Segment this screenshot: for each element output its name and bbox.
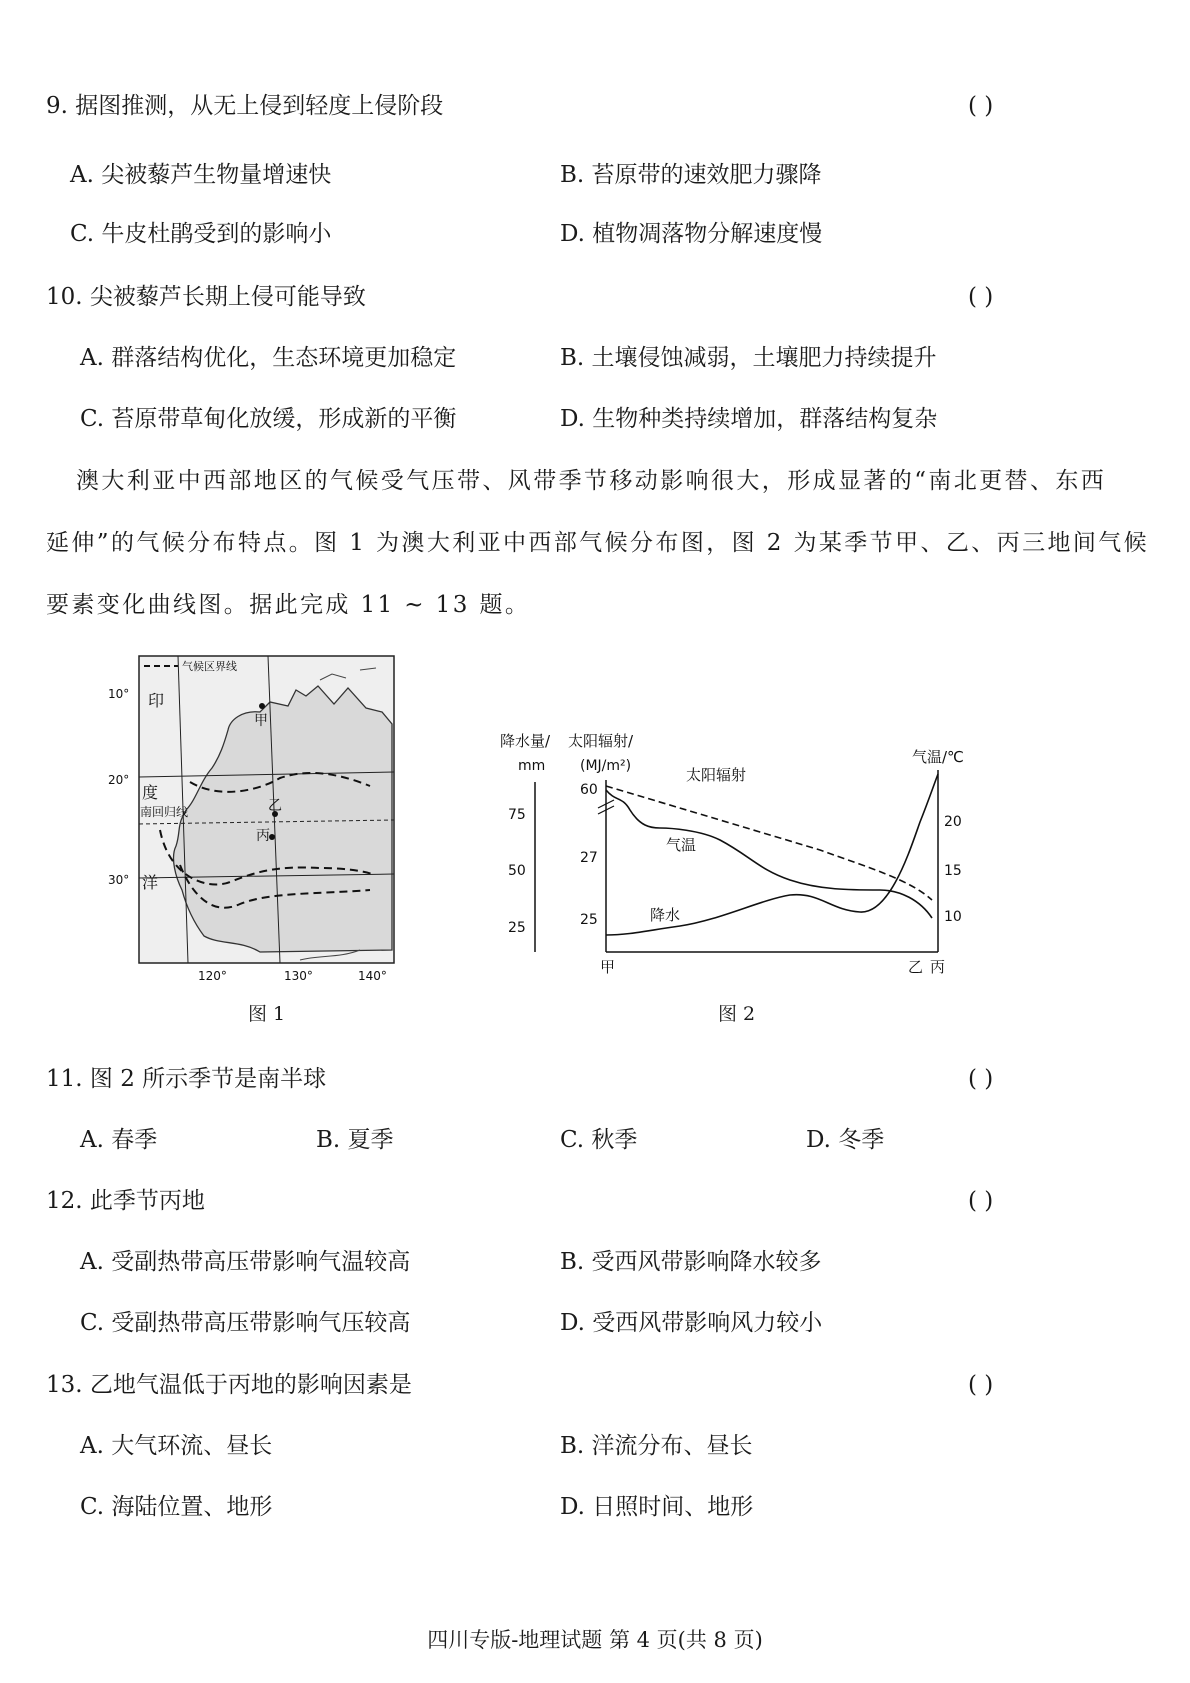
ocean-char-yang: 洋 — [142, 873, 159, 892]
lat-label-10: 10° — [108, 687, 130, 701]
place-label-bing: 丙 — [256, 828, 270, 844]
right-tick-10: 10 — [944, 909, 962, 925]
q11-stem: 11. 图 2 所示季节是南半球 — [46, 1066, 327, 1092]
q9-answer-bracket[interactable]: ( ) — [968, 93, 994, 119]
q10-option-b[interactable]: B. 土壤侵蚀减弱，土壤肥力持续提升 — [560, 345, 937, 371]
q11-option-b[interactable]: B. 夏季 — [316, 1127, 394, 1153]
q12-option-d[interactable]: D. 受西风带影响风力较小 — [560, 1310, 823, 1336]
q12-option-c[interactable]: C. 受副热带高压带影响气压较高 — [80, 1310, 411, 1336]
q10-option-c[interactable]: C. 苔原带草甸化放缓，形成新的平衡 — [80, 406, 457, 432]
right-axis-title: 气温/℃ — [912, 748, 964, 766]
q13-option-d[interactable]: D. 日照时间、地形 — [560, 1494, 754, 1520]
lat-label-30: 30° — [108, 873, 130, 887]
passage-line-1: 澳大利亚中西部地区的气候受气压带、风带季节移动影响很大，形成显著的“南北更替、东西 — [76, 468, 1107, 494]
q13-option-a[interactable]: A. 大气环流、昼长 — [80, 1433, 273, 1459]
right-tick-15: 15 — [944, 863, 962, 879]
q13-option-c[interactable]: C. 海陆位置、地形 — [80, 1494, 273, 1520]
passage-line-3: 要素变化曲线图。据此完成 11 ~ 13 题。 — [46, 592, 531, 618]
figure-2-chart — [500, 730, 980, 980]
left-tick-50: 50 — [508, 863, 526, 879]
right-tick-20: 20 — [944, 814, 962, 830]
left-tick-25: 25 — [508, 920, 526, 936]
fig1-legend-text: 气候区界线 — [182, 660, 237, 673]
lat-label-20: 20° — [108, 773, 130, 787]
q10-stem: 10. 尖被藜芦长期上侵可能导致 — [46, 284, 366, 310]
mid-tick-27: 27 — [580, 850, 598, 866]
q13-answer-bracket[interactable]: ( ) — [968, 1372, 994, 1398]
left-tick-75: 75 — [508, 807, 526, 823]
place-marker-jia — [259, 703, 265, 709]
passage-line-2: 延伸”的气候分布特点。图 1 为澳大利亚中西部气候分布图，图 2 为某季节甲、乙、丙三地间气候 — [46, 530, 1150, 556]
x-label-yi: 乙 — [908, 958, 924, 976]
mid-tick-25: 25 — [580, 912, 598, 928]
q9-stem: 9. 据图推测，从无上侵到轻度上侵阶段 — [46, 93, 444, 119]
mid-axis-unit: (MJ/m²) — [580, 758, 632, 774]
series-radiation-line — [606, 786, 932, 900]
place-label-jia: 甲 — [254, 713, 268, 729]
left-axis-unit: mm — [518, 758, 546, 774]
lon-label-130: 130° — [284, 969, 313, 983]
q10-option-a[interactable]: A. 群落结构优化，生态环境更加稳定 — [80, 345, 457, 371]
q9-option-d[interactable]: D. 植物凋落物分解速度慢 — [560, 221, 823, 247]
figure-1-map — [108, 650, 400, 990]
q11-answer-bracket[interactable]: ( ) — [968, 1066, 994, 1092]
ocean-char-du: 度 — [142, 783, 159, 802]
q12-answer-bracket[interactable]: ( ) — [968, 1188, 994, 1214]
q12-option-a[interactable]: A. 受副热带高压带影响气温较高 — [80, 1249, 411, 1275]
q9-option-c[interactable]: C. 牛皮杜鹃受到的影响小 — [70, 221, 332, 247]
q10-option-d[interactable]: D. 生物种类持续增加，群落结构复杂 — [560, 406, 938, 432]
mid-axis-title: 太阳辐射/ — [568, 732, 634, 750]
lon-label-140: 140° — [358, 969, 387, 983]
q11-option-d[interactable]: D. 冬季 — [806, 1127, 885, 1153]
q12-stem: 12. 此季节丙地 — [46, 1188, 205, 1214]
x-label-jia: 甲 — [600, 958, 616, 976]
q11-option-a[interactable]: A. 春季 — [80, 1127, 158, 1153]
lon-label-120: 120° — [198, 969, 227, 983]
tropic-label: 南回归线 — [140, 805, 189, 819]
q13-stem: 13. 乙地气温低于丙地的影响因素是 — [46, 1372, 412, 1398]
q10-answer-bracket[interactable]: ( ) — [968, 284, 994, 310]
figure-2-caption: 图 2 — [718, 1003, 756, 1025]
figure-1-caption: 图 1 — [248, 1003, 286, 1025]
q13-option-b[interactable]: B. 洋流分布、昼长 — [560, 1433, 753, 1459]
mid-tick-60: 60 — [580, 782, 598, 798]
left-axis-title: 降水量/ — [500, 732, 551, 750]
q12-option-b[interactable]: B. 受西风带影响降水较多 — [560, 1249, 822, 1275]
ocean-char-yin: 印 — [148, 691, 165, 710]
series-label-temperature: 气温 — [666, 836, 697, 854]
place-label-yi: 乙 — [268, 798, 282, 814]
series-temperature-line — [606, 790, 932, 918]
q9-option-a[interactable]: A. 尖被藜芦生物量增速快 — [70, 162, 332, 188]
series-label-radiation: 太阳辐射 — [686, 766, 747, 784]
q9-option-b[interactable]: B. 苔原带的速效肥力骤降 — [560, 162, 822, 188]
x-label-bing: 丙 — [930, 958, 946, 976]
q11-option-c[interactable]: C. 秋季 — [560, 1127, 638, 1153]
page-footer: 四川专版-地理试题 第 4 页(共 8 页) — [427, 1628, 763, 1652]
series-label-precip: 降水 — [650, 906, 681, 924]
